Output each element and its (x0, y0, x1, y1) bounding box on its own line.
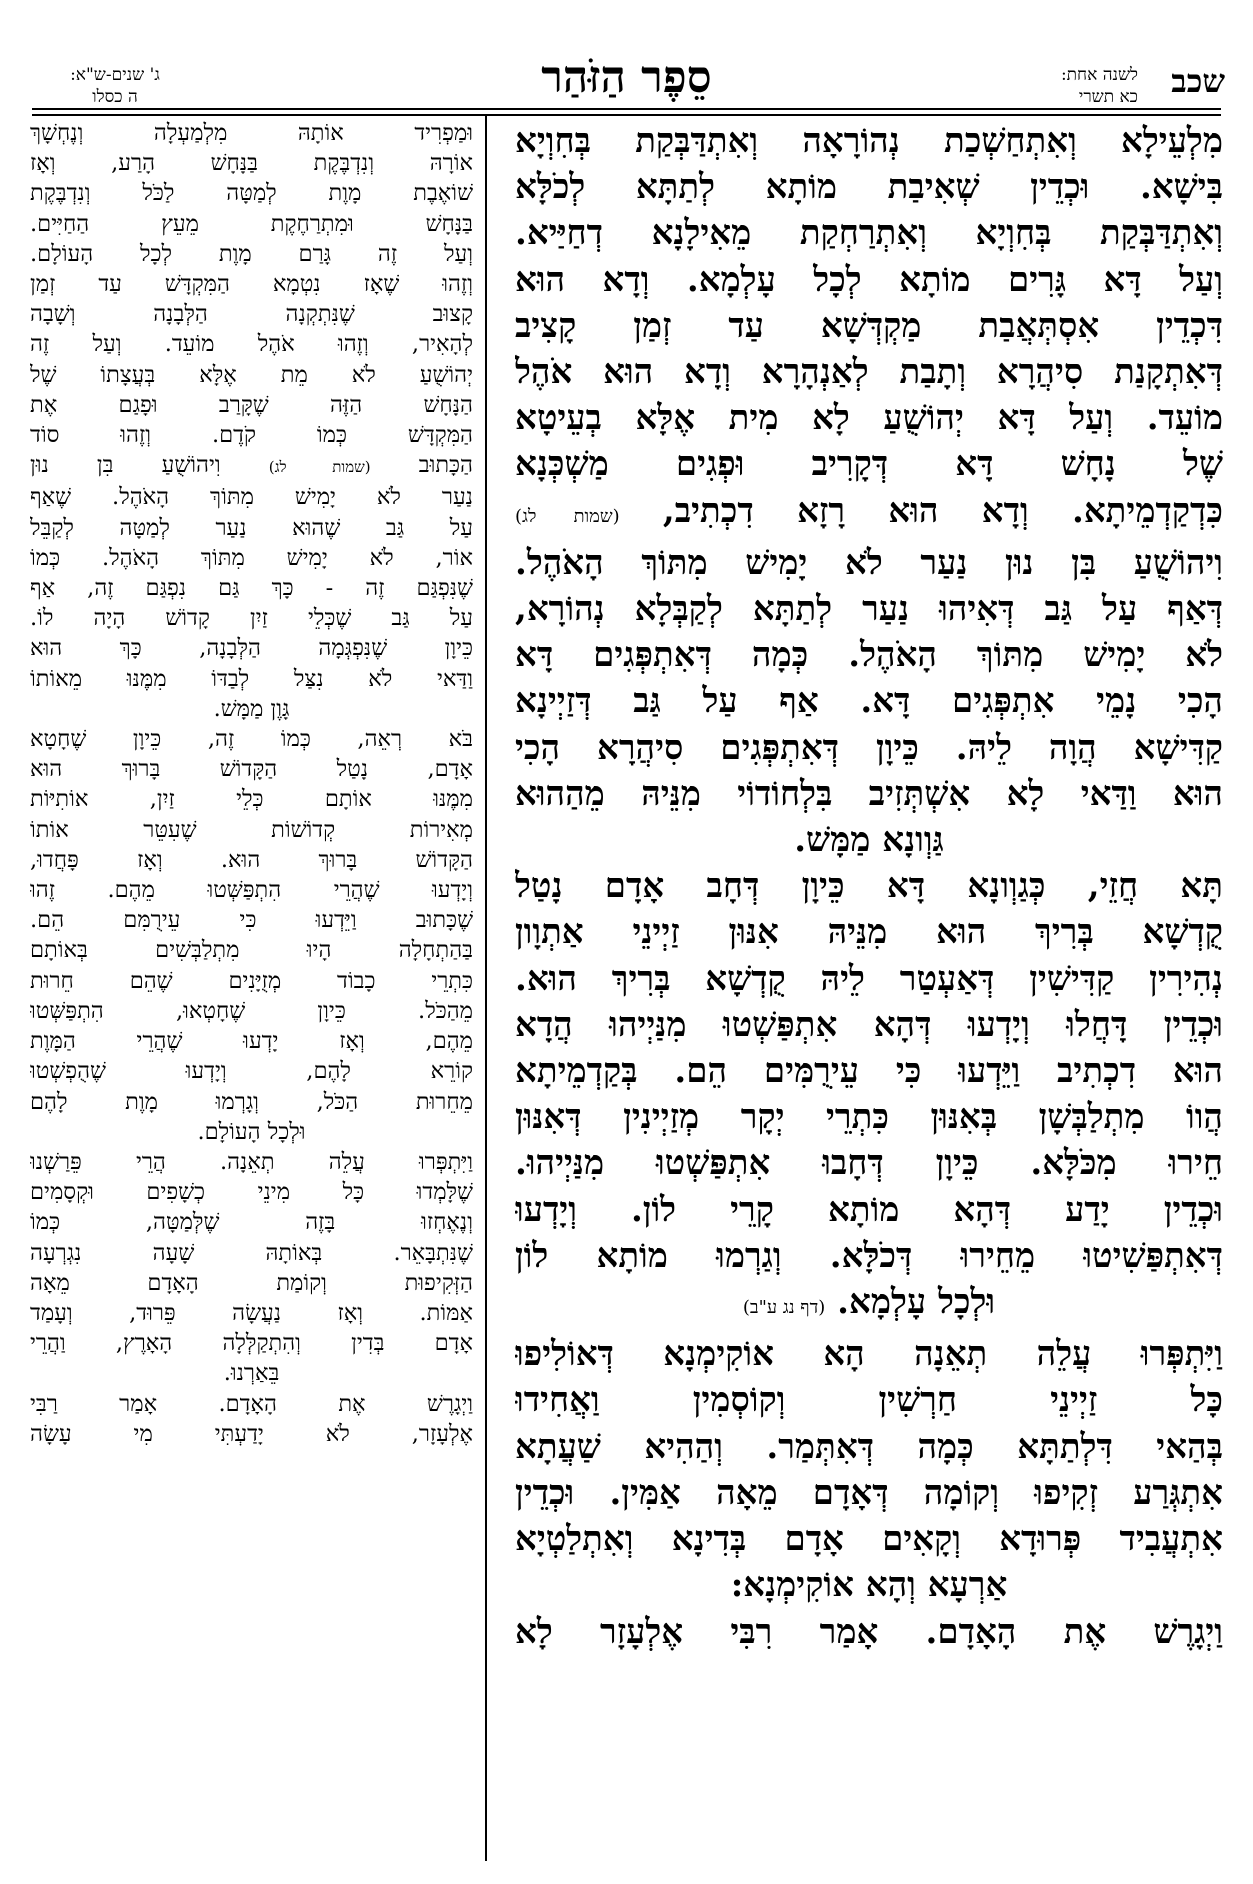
text-line (30, 482, 473, 512)
line-text: וִיהוֹשֻׁעַ בִּן נוּן נַעַר לֹא יָמִישׁ מִתּוֹךְ הָאֹהֶל. (515, 542, 1223, 583)
line-text: מֵחֵרוּת הַכֹּל, וְגָרְמוּ מָוֶת לָהֶם (30, 1088, 473, 1115)
page-title: סֵפֶר הַזֹּהַר (541, 52, 712, 103)
text-line (515, 395, 1223, 441)
line-text: מֵהַכֹּל. כֵּיוָן שֶׁחָטְאוּ, הִתְפַּשְּׁטוּ (30, 997, 473, 1024)
line-text: וְעַל זֶה גָּרַם מָוֶת לְכָל הָעוֹלָם. (30, 240, 473, 267)
line-text: וְאִתְדַּבְּקַת בְּחִוְיָא וְאִתְרַחְקַת מֵאִילָנָא דְחַיַּיא. (515, 213, 1223, 254)
text-line (30, 784, 473, 814)
text-line (515, 1279, 1223, 1331)
line-text: וּלְכָל הָעוֹלָם. (197, 1118, 306, 1145)
line-text: וַיְגָרֶשׁ אֶת הָאָדָם. אָמַר רַבִּי (30, 1390, 473, 1417)
text-line (515, 678, 1223, 724)
line-text: כִּתְרֵי כָבוֹד מְזֻיָּנִים שֶׁהֵם חֵרוּת (30, 967, 473, 994)
line-text: קוֹרֵא לָהֶם, וְיָדְעוּ שֶׁהֻפְשְׁטוּ (30, 1058, 473, 1085)
text-line (515, 1516, 1223, 1562)
line-text: נְהִירִין קַדִּישִׁין דְּאַעְטַר לֵיהּ קֻדְשָׁא בְּרִיךְ הוּא. (515, 958, 1223, 999)
line-text: וַדַּאי לֹא נִצַּל לְבַדּוֹ מִמֶּנּוּ מֵאוֹתוֹ (30, 665, 473, 692)
line-text: קָצוּב שֶׁנִּתְקְנָה הַלְּבָנָה וְשָׁבָה (30, 301, 473, 328)
line-text: הַקָּדוֹשׁ בָּרוּךְ הוּא. וְאָז פָּחֲדוּ, (30, 846, 473, 873)
schedule-label: לשנה אחת: (1060, 65, 1138, 85)
line-text: כִּדְקַדְמֵיתָא. וְדָא הוּא רָזָא דִכְתִיב, (619, 490, 1223, 531)
text-line (515, 817, 1223, 863)
line-text: דְּאִתְפַּשִׁיטוּ מֵחֵירוּ דְּכֹלָּא. וְגַרְמוּ מוֹתָא לוֹן (515, 1235, 1223, 1276)
text-line (30, 664, 473, 694)
line-text: מִלְעֵילָא וְאִתְחַשְׁכַת נְהוֹרָאָה וְאִתְדַּבְּקַת בְּחִוְיָא (515, 121, 1223, 161)
line-text: עַל גַּב שֶׁכְּלֵי זַיִן קָדוֹשׁ הָיָה לוֹ. (30, 605, 473, 632)
text-line (515, 632, 1223, 678)
text-line (515, 349, 1223, 395)
line-text: אוֹרָהּ וְנִדְבֶּקֶת בַּנָּחָשׁ הָרַע, וְאָז (30, 150, 473, 177)
text-line (30, 1358, 473, 1388)
line-text: עַל גַּב שֶׁהוּא נַעַר לְמַטָּה לְקַבֵּל (30, 514, 473, 541)
line-text: וַיִּתְפְּרוּ עֲלֵה תְאֵנָה הָא אוֹקִימְנָא דְּאוֹלִיפוּ (515, 1334, 1223, 1375)
line-text: אָדָם בְּדִין וְהִתְקַלְּלָה הָאָרֶץ, וַהֲרֵי (30, 1330, 473, 1357)
text-line (515, 956, 1223, 1002)
line-text: וְעַל דָּא גָּרִים מוֹתָא לְכָל עָלְמָא. וְדָא הוּא (515, 259, 1223, 300)
line-text: לְהָאִיר, וְזֶהוּ אֹהֶל מוֹעֵד. וְעַל זֶה (30, 331, 473, 358)
header-divider (32, 114, 1221, 116)
text-line (30, 1087, 473, 1117)
line-text: אָדָם, נָטַל הַקָּדוֹשׁ בָּרוּךְ הוּא (30, 756, 473, 783)
text-line (30, 1328, 473, 1358)
text-line (515, 1140, 1223, 1186)
line-text: וּלְכָל עָלְמָא. (825, 1282, 996, 1323)
line-text: וְנֶאֶחְזוּ בָּזֶה שֶׁלְּמַטָּה, כְּמוֹ (30, 1209, 473, 1236)
source-reference: (שמות לג) (268, 458, 371, 477)
line-text: אִתְגְּרַע זְקִיפוּ וְקוֹמָה דְּאָדָם מֵאָה אַמִּין. וּכְדֵין (515, 1472, 1223, 1513)
line-text: הוּא דִכְתִיב וַיֵּדְעוּ כִּי עֵירֻמִּים הֵם. בְּקַדְמֵיתָא (515, 1051, 1223, 1092)
line-text: וּכְדֵין דָּחֲלוּ וְיָדְעוּ דְּהָא אִתְפַּשְׁטוּ מִנַּיְיהוּ הֲדָא (515, 1004, 1223, 1045)
translation-column (30, 118, 473, 1868)
text-line (30, 1389, 473, 1419)
line-text: בִּישָׁא. וּכְדֵין שְׁאִיבַת מוֹתָא לְתַתָּא לְכֹלָּא (515, 167, 1223, 208)
text-line (30, 1238, 473, 1268)
line-text: וִיהוֹשֻׁעַ בִּן נוּן (30, 452, 269, 479)
zohar-text-column (515, 118, 1223, 1868)
text-line (30, 966, 473, 996)
text-line (30, 1026, 473, 1056)
line-text: יְהוֹשֻׁעַ לֹא מֵת אֶלָּא בְּעֲצָתוֹ שֶׁל (30, 361, 473, 388)
source-reference: (דף נג ע"ב) (742, 1297, 826, 1319)
line-text: גָּוֶן מַמָּשׁ. (213, 695, 290, 722)
line-text: מֵהֶם, וְאָז יָדְעוּ שֶׁהֲרֵי הַמָּוֶת (30, 1028, 473, 1055)
schedule-date: ה כסלו (92, 87, 138, 107)
line-text: דִּכְדֵין אִסְתְּאֲבַת מַקְדְּשָׁא עַד זְמַן קָצִיב (515, 305, 1223, 346)
source-reference: (שמות לג) (515, 505, 620, 527)
line-text: כָּל זַיְינֵי חַרְשִׁין וְקוֹסְמִין וַאֲחִידוּ (515, 1380, 1223, 1421)
text-line (30, 513, 473, 543)
text-line (30, 573, 473, 603)
text-line (30, 543, 473, 573)
text-line (30, 148, 473, 178)
text-line (30, 1268, 473, 1298)
line-text: בַּנָּחָשׁ וּמִתְרַחֶקֶת מֵעֵץ הַחַיִּים. (30, 210, 473, 237)
text-line (30, 209, 473, 239)
line-text: וַיְגָרֶשׁ אֶת הָאָדָם. אָמַר רִבִּי אֶלְעָזָר לָא (515, 1611, 1223, 1652)
line-text: קֻדְשָׁא בְּרִיךְ הוּא מִנֵּיהּ אִנּוּן זַיְינֵי אַתְוָון (515, 912, 1223, 953)
text-line (30, 269, 473, 299)
text-line (515, 1187, 1223, 1233)
line-text: הַכָּתוּב (370, 452, 473, 479)
header-divider (32, 108, 1221, 110)
line-text: שֶׁכָּתוּב וַיֵּדְעוּ כִּי עֵירֻמִּם הֵם. (30, 907, 473, 934)
text-line (30, 1207, 473, 1237)
line-text: אֶלְעָזָר, לֹא יָדַעְתִּי מִי עָשָׂה (30, 1420, 473, 1447)
text-line (30, 360, 473, 390)
text-line (515, 725, 1223, 771)
text-line (515, 1048, 1223, 1094)
text-line (515, 1094, 1223, 1140)
text-line (515, 1331, 1223, 1377)
text-line (515, 1377, 1223, 1423)
text-line (515, 909, 1223, 955)
text-line (30, 299, 473, 329)
text-line (30, 905, 473, 935)
line-text: בַּהַתְחָלָה הָיוּ מִתְלַבְּשִׁים בְּאוֹתָם (30, 937, 473, 964)
line-text: שֶׁנִּפְגַּם זֶה - כָּךְ גַּם נִפְגַּם זֶה, אַף (30, 575, 473, 602)
column-divider (485, 116, 487, 1861)
text-line (30, 118, 473, 148)
text-line (515, 488, 1223, 540)
line-text: דְּאִתְקָנַת סִיהֲרָא וְתָבַת לְאַנְהָרָא וְדָא הוּא אֹהֶל (515, 352, 1223, 393)
text-line (30, 1177, 473, 1207)
text-line (30, 1117, 473, 1147)
line-text: מִמֶּנּוּ אוֹתָם כְּלֵי זַיִן, אוֹתִיּוֹת (30, 786, 473, 813)
reading-schedule-three-year (30, 64, 200, 108)
line-text: כֵּיוָן שֶׁנִּפְגְּמָה הַלְּבָנָה, כָּךְ הוּא (30, 635, 473, 662)
line-text: בְּהַאי דִּלְתַתָּא כְּמָה דְּאִתְּמַר. וְהַהִיא שַׁעֲתָא (515, 1426, 1223, 1467)
text-line (30, 178, 473, 208)
text-line (30, 845, 473, 875)
text-line (30, 603, 473, 633)
text-line (515, 303, 1223, 349)
line-text: גַּוְונָא מַמָּשׁ. (794, 820, 944, 861)
text-line (30, 633, 473, 663)
line-text: אִתְעֲבִיד פְּרוּדָא וְקָאִים אָדָם בְּדִינָא וְאִתְלַטְיָא (515, 1519, 1223, 1560)
line-text: שֶׁלָּמְדוּ כָּל מִינֵי כְשָׁפִים וּקְסָמִים (30, 1179, 473, 1206)
text-line (30, 996, 473, 1026)
text-line (515, 441, 1223, 487)
text-line (515, 863, 1223, 909)
text-line (515, 1470, 1223, 1516)
text-line (30, 1419, 473, 1449)
text-line (515, 257, 1223, 303)
text-line (515, 118, 1223, 164)
text-line (515, 540, 1223, 586)
line-text: וּמַפְרִיד אוֹתָהּ מִלְמַעְלָה וְנֶחְשָׁךְ (30, 120, 473, 146)
text-line (30, 420, 473, 450)
text-line (30, 875, 473, 905)
line-text: מוֹעֵד. וְעַל דָּא יְהוֹשֻׁעַ לָא מִית אֶלָּא בְעֵיטָא (515, 398, 1223, 439)
line-text: וַיִּתְפְּרוּ עֲלֵה תְאֵנָה. הֲרֵי פֵּרַשְׁנוּ (30, 1148, 473, 1175)
text-line (30, 239, 473, 269)
text-line (30, 754, 473, 784)
text-line (515, 1562, 1223, 1608)
line-text: שׁוֹאֶבֶת מָוֶת לְמַטָּה לַכֹּל וְנִדְבֶּקֶת (30, 180, 473, 207)
line-text: דְּאַף עַל גַּב דְּאִיהוּ נַעַר לְתַתָּא לְקַבְּלָא נְהוֹרָא, (515, 589, 1223, 630)
line-text: אַרְעָא וְהָא אוֹקִימְנָא: (730, 1565, 1008, 1606)
text-line (515, 586, 1223, 632)
text-line (515, 1233, 1223, 1279)
text-line (30, 329, 473, 359)
text-line (30, 390, 473, 420)
line-text: קַדִּישָׁא הֲוָה לֵיהּ. כֵּיוָן דְּאִתְפְּגִים סִיהֲרָא הָכִי (515, 727, 1223, 768)
line-text: וְיָדְעוּ שֶׁהֲרֵי הִתְפַּשְּׁטוּ מֵהֶם. זֶהוּ (30, 877, 473, 904)
line-text: בֵּאַרְנוּ. (223, 1360, 280, 1387)
line-text: בֹּא רְאֵה, כְּמוֹ זֶה, כֵּיוָן שֶׁחָטָא (30, 726, 473, 753)
text-line (30, 815, 473, 845)
text-line (30, 935, 473, 965)
text-line (30, 724, 473, 754)
text-line (30, 1147, 473, 1177)
schedule-date: כא תשרי (1078, 87, 1138, 107)
line-text: תָּא חֲזֵי, כְּגַוְונָא דָּא כֵּיוָן דְּחָב אָדָם נָטַל (515, 866, 1223, 907)
text-line (30, 1298, 473, 1328)
schedule-label: ג' שנים-ש"א: (70, 65, 160, 85)
line-text: אַמּוֹת. וְאָז נַעֲשָׂה פֵּרוּד, וְעָמַד (30, 1299, 473, 1326)
line-text: הַזְּקִיפוּת וְקוֹמַת הָאָדָם מֵאָה (30, 1269, 473, 1296)
line-text: שֶׁל נָחָשׁ דָּא דְּקָרִיב וּפְגִים מַשְׁכְּנָא (515, 444, 1223, 485)
line-text: חֵירוּ מִכֹּלָּא. כֵּיוָן דְּחָבוּ אִתְפַּשְׁטוּ מִנַּיְיהוּ. (515, 1143, 1223, 1184)
text-line (515, 1424, 1223, 1470)
text-line (515, 1609, 1223, 1655)
text-line (515, 1002, 1223, 1048)
page-number: שכב (1171, 62, 1225, 100)
line-text: נַעַר לֹא יָמִישׁ מִתּוֹךְ הָאֹהֶל. שֶׁאַף (30, 484, 473, 511)
line-text: וְזֶהוּ שֶׁאָז נִטְמָא הַמִּקְדָּשׁ עַד זְמַן (30, 271, 473, 298)
line-text: הָכִי נָמֵי אִתְפְּגִים דָּא. אַף עַל גַּב דְּזַיְינָא (515, 681, 1223, 722)
line-text: אוֹר, לֹא יָמִישׁ מִתּוֹךְ הָאֹהֶל. כְּמוֹ (30, 544, 473, 571)
line-text: וּכְדֵין יָדַע דְּהָא מוֹתָא קָרֵי לוֹן. וְיָדְעוּ (515, 1189, 1223, 1230)
text-line (30, 450, 473, 482)
line-text: הֲווֹ מִתְלַבְּשָׁן בְּאִנּוּן כִּתְרֵי יְקָר מְזַיְינִין דְּאִנּוּן (515, 1097, 1223, 1138)
text-line (515, 210, 1223, 256)
line-text: הוּא וַדַּאי לָא אִשְׁתְּזִיב בִּלְחוֹדוֹי מִנֵּיהּ מֵהַהוּא (515, 773, 1223, 814)
text-line (30, 1056, 473, 1086)
line-text: שֶׁנִּתְבָּאֵר. בְּאוֹתָהּ שָׁעָה נִגְרְעָה (30, 1239, 473, 1266)
line-text: הַנָּחָשׁ הַזֶּה שֶׁקָּרַב וּפָגַם אֶת (30, 391, 473, 418)
text-line (515, 164, 1223, 210)
line-text: הַמִּקְדָּשׁ כְּמוֹ קֹדֶם. וְזֶהוּ סוֹד (30, 422, 473, 449)
text-line (515, 771, 1223, 817)
line-text: מְאִירוֹת קְדוֹשׁוֹת שֶׁעִטֵּר אוֹתוֹ (30, 816, 473, 843)
text-line (30, 694, 473, 724)
line-text: לֹא יָמִישׁ מִתּוֹךְ הָאֹהֶל. כְּמָה דְּאִתְפְּגִים דָּא (515, 635, 1223, 676)
